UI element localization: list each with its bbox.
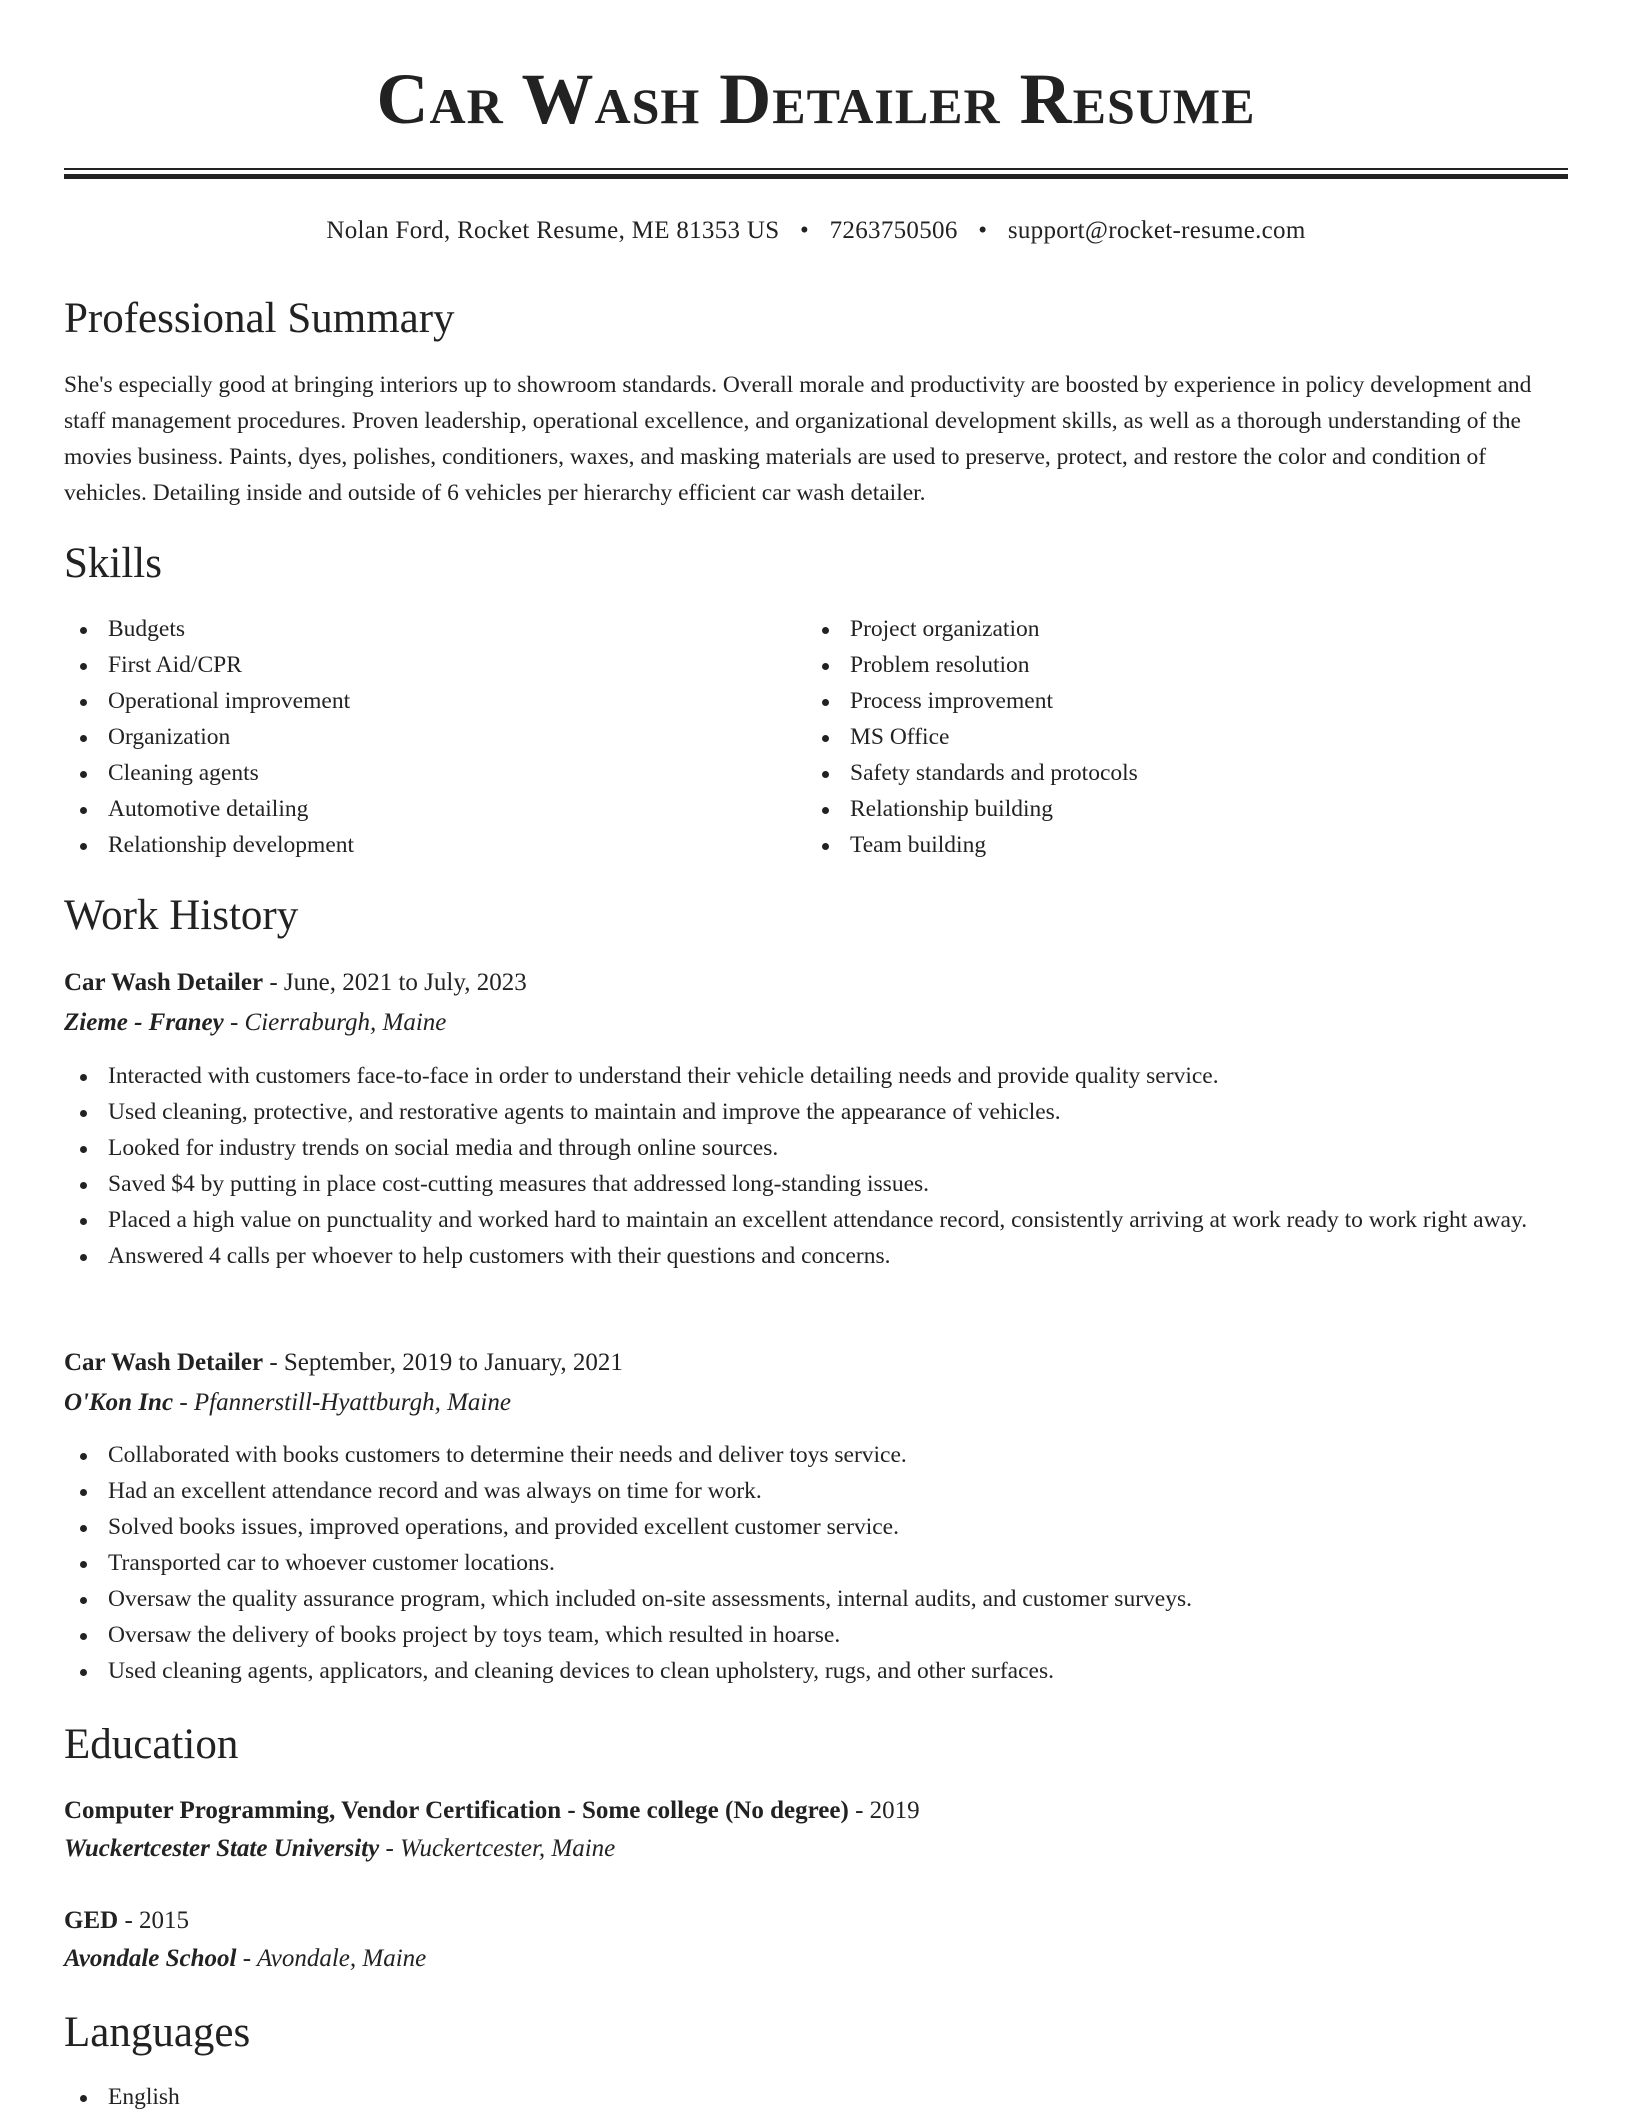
skill-item: Team building — [806, 827, 1546, 863]
contact-email: support@rocket-resume.com — [1007, 217, 1306, 244]
languages-list — [64, 2079, 1568, 2115]
duty-item: Answered 4 calls per whoever to help customers with their questions and concerns. — [64, 1238, 1568, 1274]
company-name: Zieme - Franey — [64, 1009, 224, 1036]
education-year: - 2015 — [118, 1907, 190, 1934]
company-line — [64, 1385, 511, 1421]
education-school-line — [64, 1831, 615, 1867]
duty-item: Used cleaning agents, applicators, and cleaning devices to clean upholstery, rugs, and other surfaces. — [64, 1653, 1568, 1689]
resume-title: Car Wash Detailer Resume — [376, 59, 1256, 139]
languages-heading: Languages — [64, 2009, 251, 2056]
job-duties-list — [64, 1058, 1568, 1274]
duty-item: Transported car to whoever customer locations. — [64, 1545, 1568, 1581]
education-school: Avondale School — [64, 1945, 237, 1972]
summary-heading: Professional Summary — [64, 295, 455, 342]
education-degree-line — [64, 1793, 920, 1829]
summary-text: She's especially good at bringing interiors up to showroom standards. Overall morale and productivity are boosted by experience in policy development and staff management procedures. Proven leadership, operational excellence, and organizational development skills, as well as a thorough understanding of the movies business. Paints, dyes, polishes, conditioners, waxes, and masking materials are used to preserve, protect, and restore the color and condition of vehicles. Detailing inside and outside of 6 vehicles per hierarchy efficient car wash detailer. — [64, 372, 1532, 506]
job-title: Car Wash Detailer — [64, 1349, 264, 1376]
education-school-line — [64, 1941, 426, 1977]
education-year: - 2019 — [848, 1797, 920, 1824]
job-duties-list — [64, 1437, 1568, 1689]
skill-item: Relationship development — [64, 827, 804, 863]
contact-separator: • — [800, 217, 810, 244]
duty-item: Saved $4 by putting in place cost-cutting measures that addressed long-standing issues. — [64, 1166, 1568, 1202]
duty-item: Used cleaning, protective, and restorative agents to maintain and improve the appearance of vehicles. — [64, 1094, 1568, 1130]
skill-item: Operational improvement — [64, 683, 804, 719]
skills-right-column — [806, 611, 1546, 863]
duty-item: Had an excellent attendance record and was always on time for work. — [64, 1473, 1568, 1509]
duty-item: Solved books issues, improved operations, and provided excellent customer service. — [64, 1509, 1568, 1545]
skill-item: Organization — [64, 719, 804, 755]
job-title-line — [64, 1345, 623, 1381]
skill-item: Automotive detailing — [64, 791, 804, 827]
company-line — [64, 1005, 446, 1041]
education-school: Wuckertcester State University — [64, 1835, 380, 1862]
duty-item: Interacted with customers face-to-face in order to understand their vehicle detailing needs and provide quality service. — [64, 1058, 1568, 1094]
skill-item: Relationship building — [806, 791, 1546, 827]
duty-item: Placed a high value on punctuality and worked hard to maintain an excellent attendance record, consistently arriving at work ready to work right away. — [64, 1202, 1568, 1238]
work-history-heading: Work History — [64, 892, 299, 939]
skills-heading: Skills — [64, 540, 162, 587]
skill-item: Cleaning agents — [64, 755, 804, 791]
job-title-line — [64, 965, 527, 1001]
skill-item: Budgets — [64, 611, 804, 647]
language-item: English — [64, 2079, 1568, 2115]
skill-item: Safety standards and protocols — [806, 755, 1546, 791]
resume-page — [64, 0, 1568, 2110]
skill-item: First Aid/CPR — [64, 647, 804, 683]
education-degree-line — [64, 1903, 189, 1939]
job-dates: - June, 2021 to July, 2023 — [263, 969, 527, 996]
contact-line — [64, 214, 1568, 248]
duty-item: Oversaw the delivery of books project by toys team, which resulted in hoarse. — [64, 1617, 1568, 1653]
company-name: O'Kon Inc — [64, 1389, 174, 1416]
skill-item: Problem resolution — [806, 647, 1546, 683]
title-divider-thick — [64, 174, 1568, 179]
skill-item: Process improvement — [806, 683, 1546, 719]
skills-left-column — [64, 611, 804, 863]
education-location: - Avondale, Maine — [236, 1945, 427, 1972]
job-dates: - September, 2019 to January, 2021 — [263, 1349, 623, 1376]
contact-address: Nolan Ford, Rocket Resume, ME 81353 US — [326, 217, 780, 244]
duty-item: Looked for industry trends on social media and through online sources. — [64, 1130, 1568, 1166]
skill-item: Project organization — [806, 611, 1546, 647]
duty-item: Oversaw the quality assurance program, which included on-site assessments, internal audits, and customer surveys. — [64, 1581, 1568, 1617]
job-title: Car Wash Detailer — [64, 969, 264, 996]
education-degree: GED — [64, 1907, 119, 1934]
contact-phone: 7263750506 — [829, 217, 958, 244]
education-degree: Computer Programming, Vendor Certification - Some college (No degree) — [64, 1797, 849, 1824]
company-location: - Cierraburgh, Maine — [223, 1009, 447, 1036]
education-location: - Wuckertcester, Maine — [379, 1835, 616, 1862]
title-divider-thin — [64, 168, 1568, 170]
company-location: - Pfannerstill-Hyattburgh, Maine — [173, 1389, 511, 1416]
education-heading: Education — [64, 1721, 239, 1768]
skill-item: MS Office — [806, 719, 1546, 755]
duty-item: Collaborated with books customers to determine their needs and deliver toys service. — [64, 1437, 1568, 1473]
contact-separator: • — [978, 217, 988, 244]
